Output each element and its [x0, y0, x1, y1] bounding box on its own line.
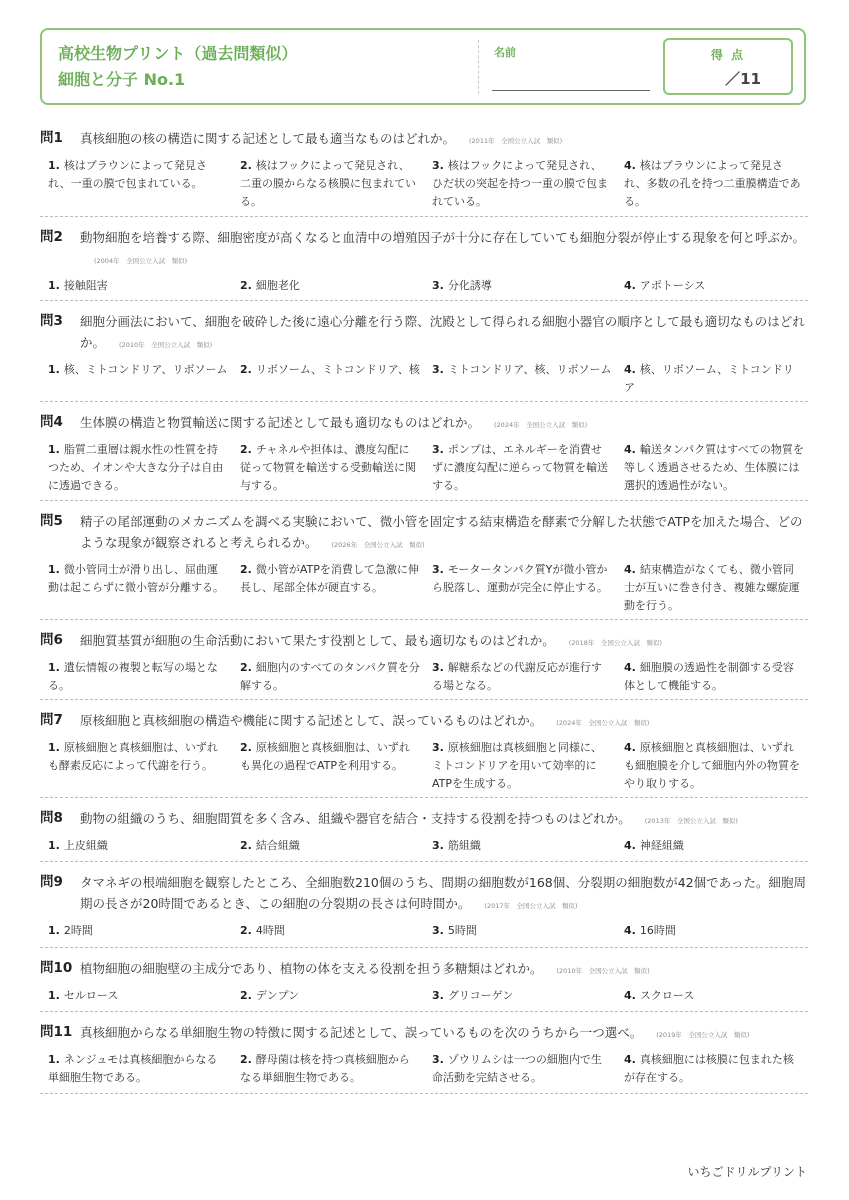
choice-text: 核はフックによって発見され、ひだ状の突起を持つ一重の膜で包まれている。	[432, 159, 608, 208]
choice-text: 微小管がATPを消費して急激に伸長し、尾部全体が硬直する。	[240, 563, 419, 594]
question-separator	[40, 216, 808, 217]
choice-text: 原核細胞は真核細胞と同様に、ミトコンドリアを用いて効率的にATPを生成する。	[432, 741, 602, 790]
choice-number: 1.	[48, 839, 60, 852]
name-field-line	[492, 90, 650, 91]
answer-choice-3[interactable]	[432, 1051, 612, 1087]
question-3	[40, 311, 808, 406]
worksheet-title	[58, 41, 297, 93]
choice-text: 結束構造がなくても、微小管同士が互いに巻き付き、複雑な螺旋運動を行う。	[624, 563, 800, 612]
question-source: (2013年 全国公立入試 類似)	[644, 817, 738, 825]
answer-choice-4[interactable]	[624, 441, 804, 495]
choice-text: リボソーム、ミトコンドリア、核	[255, 363, 420, 376]
question-separator	[40, 797, 808, 798]
choice-number: 3.	[432, 363, 444, 376]
question-separator	[40, 947, 808, 948]
question-4	[40, 412, 808, 501]
answer-choice-4[interactable]	[624, 739, 804, 793]
answer-choice-3[interactable]	[432, 277, 612, 295]
choice-number: 2.	[240, 1053, 252, 1066]
answer-choice-1[interactable]	[48, 1051, 228, 1087]
question-source: (2019年 全国公立入試 類似)	[656, 1031, 750, 1039]
choice-text: 酵母菌は核を持つ真核細胞からなる単細胞生物である。	[240, 1053, 410, 1084]
choice-text: 細胞老化	[255, 279, 300, 292]
choice-text: 分化誘導	[447, 279, 492, 292]
question-number: 問4	[40, 414, 63, 430]
choice-number: 1.	[48, 279, 60, 292]
question-text: 動物細胞を培養する際、細胞密度が高くなると血清中の増殖因子が十分に存在していても細胞分裂が停止する現象を何と呼ぶか。	[80, 230, 806, 245]
choice-text: 原核細胞と真核細胞は、いずれも酵素反応によって代謝を行う。	[48, 741, 218, 772]
choice-number: 4.	[624, 1053, 636, 1066]
choice-text: 結合組織	[255, 839, 300, 852]
choice-text: 微小管同士が滑り出し、屈曲運動は起こらずに微小管が分離する。	[48, 563, 224, 594]
answer-choice-1[interactable]	[48, 659, 228, 695]
answer-choice-4[interactable]	[624, 277, 804, 295]
choice-text: 接触阻害	[63, 279, 108, 292]
choice-number: 2.	[240, 661, 252, 674]
question-number: 問6	[40, 632, 63, 648]
question-separator	[40, 300, 808, 301]
question-number: 問10	[40, 960, 73, 976]
answer-choice-1[interactable]	[48, 157, 228, 193]
question-7	[40, 710, 808, 799]
choice-text: 5時間	[447, 924, 477, 937]
question-source: (2004年 全国公立入試 類似)	[94, 257, 188, 265]
choice-text: チャネルや担体は、濃度勾配に従って物質を輸送する受動輸送に関与する。	[240, 443, 416, 492]
answer-choice-2[interactable]	[240, 561, 420, 597]
choice-number: 2.	[240, 563, 252, 576]
question-source: (2017年 全国公立入試 類似)	[484, 902, 578, 910]
question-number: 問2	[40, 229, 63, 245]
question-separator	[40, 1011, 808, 1012]
choice-number: 3.	[432, 924, 444, 937]
score-label: 得 点	[710, 48, 746, 62]
choice-number: 3.	[432, 1053, 444, 1066]
choice-number: 1.	[48, 363, 60, 376]
title-line-1: 高校生物プリント（過去問類似）	[58, 44, 298, 63]
choice-number: 3.	[432, 661, 444, 674]
question-text: 細胞分画法において、細胞を破砕した後に遠心分離を行う際、沈殿として得られる細胞小器官の順序として最も適切なものはどれか。	[80, 314, 805, 350]
choice-number: 1.	[48, 924, 60, 937]
choice-list	[40, 659, 808, 704]
answer-choice-2[interactable]	[240, 922, 420, 940]
answer-choice-3[interactable]	[432, 837, 612, 855]
question-text-block	[40, 311, 808, 356]
choice-number: 4.	[624, 563, 636, 576]
answer-choice-4[interactable]	[624, 361, 804, 397]
choice-number: 2.	[240, 839, 252, 852]
answer-choice-4[interactable]	[624, 987, 804, 1005]
choice-list	[40, 441, 808, 501]
choice-number: 1.	[48, 159, 60, 172]
choice-number: 2.	[240, 924, 252, 937]
choice-number: 2.	[240, 363, 252, 376]
question-1	[40, 128, 808, 217]
question-text: 精子の尾部運動のメカニズムを調べる実験において、微小管を固定する結束構造を酵素で分解した状態でATPを加えた場合、どのような現象が観察されると考えられるか。	[80, 514, 803, 550]
question-10	[40, 958, 808, 1017]
choice-text: スクロース	[639, 989, 695, 1002]
answer-choice-2[interactable]	[240, 361, 420, 379]
choice-number: 2.	[240, 741, 252, 754]
choice-text: 遺伝情報の複製と転写の場となる。	[48, 661, 218, 692]
choice-list	[40, 361, 808, 406]
answer-choice-4[interactable]	[624, 157, 804, 211]
choice-text: 脂質二重層は親水性の性質を持つため、イオンや大きな分子は自由に透過できる。	[48, 443, 224, 492]
choice-number: 2.	[240, 443, 252, 456]
answer-choice-2[interactable]	[240, 659, 420, 695]
choice-text: 筋組織	[447, 839, 481, 852]
question-5	[40, 511, 808, 621]
question-source: (2011年 全国公立入試 類似)	[469, 137, 563, 145]
question-separator	[40, 699, 808, 700]
choice-number: 4.	[624, 839, 636, 852]
choice-text: 神経組織	[639, 839, 684, 852]
choice-text: ネンジュモは真核細胞からなる単細胞生物である。	[48, 1053, 218, 1084]
answer-choice-3[interactable]	[432, 441, 612, 495]
question-text: 真核細胞の核の構造に関する記述として最も適当なものはどれか。	[80, 131, 456, 146]
answer-choice-1[interactable]	[48, 739, 228, 775]
question-number: 問7	[40, 712, 63, 728]
question-number: 問1	[40, 130, 63, 146]
answer-choice-1[interactable]	[48, 361, 228, 379]
worksheet-header	[40, 28, 806, 105]
choice-number: 4.	[624, 363, 636, 376]
question-number: 問5	[40, 513, 63, 529]
choice-number: 4.	[624, 741, 636, 754]
choice-text: グリコーゲン	[447, 989, 514, 1002]
question-text: 植物細胞の細胞壁の主成分であり、植物の体を支える役割を担う多糖類はどれか。	[80, 961, 543, 976]
question-text: 原核細胞と真核細胞の構造や機能に関する記述として、誤っているものはどれか。	[80, 713, 543, 728]
question-number: 問8	[40, 810, 63, 826]
choice-text: 細胞内のすべてのタンパク質を分解する。	[240, 661, 420, 692]
choice-list	[40, 987, 808, 1017]
question-separator	[40, 1093, 808, 1094]
question-text: 細胞質基質が細胞の生命活動において果たす役割として、最も適切なものはどれか。	[80, 633, 555, 648]
choice-number: 3.	[432, 279, 444, 292]
choice-text: アポトーシス	[639, 279, 706, 292]
answer-choice-1[interactable]	[48, 441, 228, 495]
question-source: (2018年 全国公立入試 類似)	[568, 639, 662, 647]
choice-number: 4.	[624, 924, 636, 937]
question-text-block	[40, 872, 808, 917]
choice-text: 核はフックによって発見され、二重の膜からなる核膜に包まれている。	[240, 159, 416, 208]
question-text-block	[40, 630, 808, 654]
answer-choice-2[interactable]	[240, 987, 420, 1005]
choice-text: 核、リボソーム、ミトコンドリア	[624, 363, 794, 394]
answer-choice-3[interactable]	[432, 739, 612, 793]
choice-number: 3.	[432, 839, 444, 852]
question-text-block	[40, 958, 808, 982]
choice-text: 4時間	[255, 924, 285, 937]
score-box	[663, 38, 793, 95]
question-separator	[40, 861, 808, 862]
question-source: (2010年 全国公立入試 類似)	[119, 341, 213, 349]
answer-choice-4[interactable]	[624, 922, 804, 940]
question-2	[40, 227, 808, 322]
answer-choice-1[interactable]	[48, 837, 228, 855]
answer-choice-4[interactable]	[624, 837, 804, 855]
footer-brand: いちごドリルプリント	[687, 1165, 807, 1179]
answer-choice-2[interactable]	[240, 157, 420, 211]
choice-text: 核、ミトコンドリア、リボソーム	[63, 363, 228, 376]
choice-number: 3.	[432, 159, 444, 172]
answer-choice-4[interactable]	[624, 659, 804, 695]
choice-number: 2.	[240, 159, 252, 172]
answer-choice-4[interactable]	[624, 1051, 804, 1087]
choice-text: 解糖系などの代謝反応が進行する場となる。	[432, 661, 602, 692]
question-separator	[40, 500, 808, 501]
answer-choice-3[interactable]	[432, 361, 612, 379]
choice-text: モータータンパク質Yが微小管から脱落し、運動が完全に停止する。	[432, 563, 608, 594]
answer-choice-1[interactable]	[48, 922, 228, 940]
choice-number: 4.	[624, 279, 636, 292]
question-6	[40, 630, 808, 704]
answer-choice-2[interactable]	[240, 837, 420, 855]
title-line-2: 細胞と分子 No.1	[58, 70, 186, 89]
question-number: 問3	[40, 313, 63, 329]
choice-list	[40, 837, 808, 867]
question-text: 動物の組織のうち、細胞間質を多く含み、組織や器官を結合・支持する役割を持つものはどれか。	[80, 811, 631, 826]
question-text-block	[40, 511, 808, 556]
choice-text: 真核細胞には核膜に包まれた核が存在する。	[624, 1053, 794, 1084]
header-divider	[478, 40, 479, 94]
question-source: (2010年 全国公立入試 類似)	[556, 967, 650, 975]
question-number: 問11	[40, 1024, 73, 1040]
question-9	[40, 872, 808, 952]
choice-list	[40, 1051, 808, 1096]
answer-choice-1[interactable]	[48, 277, 228, 295]
answer-choice-2[interactable]	[240, 277, 420, 295]
choice-number: 1.	[48, 1053, 60, 1066]
answer-choice-3[interactable]	[432, 659, 612, 695]
question-separator	[40, 401, 808, 402]
question-text-block	[40, 227, 808, 272]
choice-text: 細胞膜の透過性を制御する受容体として機能する。	[624, 661, 794, 692]
choice-text: 16時間	[639, 924, 676, 937]
question-text-block	[40, 128, 808, 152]
choice-text: 2時間	[63, 924, 93, 937]
choice-number: 1.	[48, 661, 60, 674]
choice-list	[40, 739, 808, 799]
choice-number: 1.	[48, 563, 60, 576]
choice-text: 原核細胞と真核細胞は、いずれも異化の過程でATPを利用する。	[240, 741, 410, 772]
choice-number: 3.	[432, 563, 444, 576]
choice-number: 3.	[432, 443, 444, 456]
answer-choice-1[interactable]	[48, 561, 228, 597]
choice-number: 2.	[240, 279, 252, 292]
choice-list	[40, 157, 808, 217]
choice-text: 輸送タンパク質はすべての物質を等しく透過させるため、生体膜には選択的透過性がない。	[624, 443, 804, 492]
question-text-block	[40, 1022, 808, 1046]
question-source: (2024年 全国公立入試 類似)	[494, 421, 588, 429]
choice-number: 1.	[48, 741, 60, 754]
choice-number: 4.	[624, 159, 636, 172]
score-total: ／11	[725, 70, 761, 88]
question-text: タマネギの根端細胞を観察したところ、全細胞数210個のうち、間期の細胞数が168個、分裂期の細胞数が42個であった。細胞周期の長さが20時間であるとき、この細胞の分裂期の長さは何時間か。	[80, 875, 807, 911]
choice-text: 原核細胞と真核細胞は、いずれも細胞膜を介して細胞内外の物質をやり取りする。	[624, 741, 800, 790]
choice-text: ゾウリムシは一つの細胞内で生命活動を完結させる。	[432, 1053, 602, 1084]
question-source: (2024年 全国公立入試 類似)	[556, 719, 650, 727]
answer-choice-1[interactable]	[48, 987, 228, 1005]
choice-number: 3.	[432, 989, 444, 1002]
question-text-block	[40, 412, 808, 436]
choice-number: 1.	[48, 443, 60, 456]
answer-choice-4[interactable]	[624, 561, 804, 615]
question-text-block	[40, 710, 808, 734]
answer-choice-2[interactable]	[240, 1051, 420, 1087]
answer-choice-3[interactable]	[432, 561, 612, 597]
choice-number: 1.	[48, 989, 60, 1002]
question-number: 問9	[40, 874, 63, 890]
answer-choice-3[interactable]	[432, 157, 612, 211]
choice-list	[40, 561, 808, 621]
question-8	[40, 808, 808, 867]
choice-text: ポンプは、エネルギーを消費せずに濃度勾配に逆らって物質を輸送する。	[432, 443, 608, 492]
question-separator	[40, 619, 808, 620]
choice-text: 上皮組織	[63, 839, 108, 852]
answer-choice-2[interactable]	[240, 441, 420, 495]
question-source: (2026年 全国公立入試 類似)	[331, 541, 425, 549]
answer-choice-3[interactable]	[432, 987, 612, 1005]
choice-number: 2.	[240, 989, 252, 1002]
choice-text: 核はブラウンによって発見され、多数の孔を持つ二重膜構造である。	[624, 159, 801, 208]
answer-choice-3[interactable]	[432, 922, 612, 940]
choice-text: ミトコンドリア、核、リボソーム	[447, 363, 612, 376]
answer-choice-2[interactable]	[240, 739, 420, 775]
question-text-block	[40, 808, 808, 832]
question-text: 生体膜の構造と物質輸送に関する記述として最も適切なものはどれか。	[80, 415, 481, 430]
question-text: 真核細胞からなる単細胞生物の特徴に関する記述として、誤っているものを次のうちから一つ選べ。	[80, 1025, 643, 1040]
choice-number: 4.	[624, 989, 636, 1002]
question-11	[40, 1022, 808, 1096]
choice-number: 4.	[624, 443, 636, 456]
choice-text: 核はブラウンによって発見され、一重の膜で包まれている。	[48, 159, 207, 190]
choice-number: 4.	[624, 661, 636, 674]
choice-text: デンプン	[255, 989, 300, 1002]
choice-text: セルロース	[63, 989, 119, 1002]
choice-number: 3.	[432, 741, 444, 754]
name-label: 名前	[494, 46, 516, 59]
